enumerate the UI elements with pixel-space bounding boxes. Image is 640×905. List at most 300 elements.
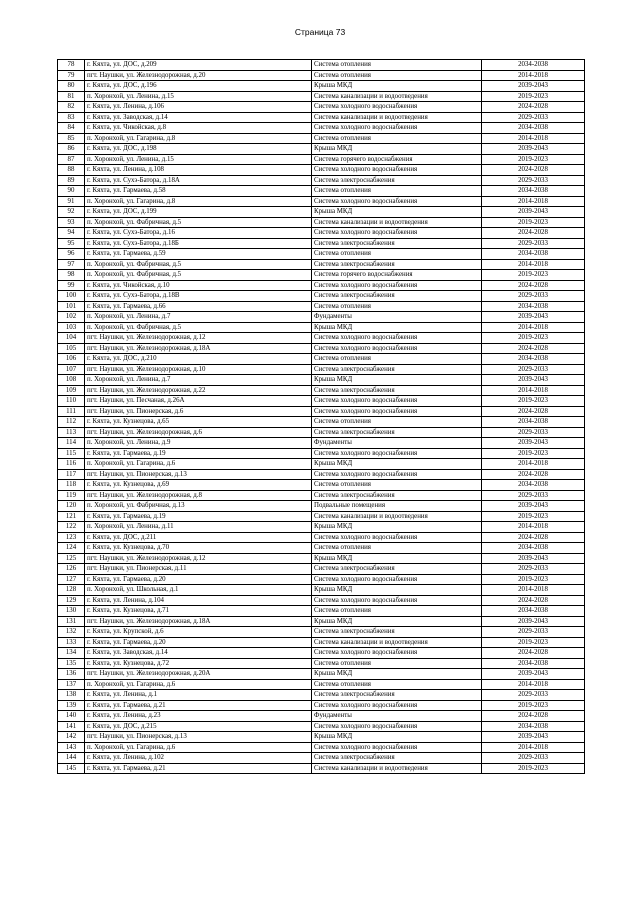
table-row [58,312,585,323]
table-row [58,658,585,669]
system-cell: Система холодного водоснабжения [312,721,482,732]
system-cell: Система отопления [312,70,482,81]
row-number-cell: 132 [58,627,85,638]
system-cell: Система канализации и водоотведения [312,217,482,228]
period-cell: 2029-2033 [482,690,585,701]
period-cell: 2034-2038 [482,417,585,428]
row-number-cell: 82 [58,102,85,113]
row-number-cell: 105 [58,343,85,354]
period-cell: 2039-2043 [482,375,585,386]
period-cell: 2019-2023 [482,511,585,522]
row-number-cell: 85 [58,133,85,144]
system-cell: Крыша МКД [312,375,482,386]
row-number-cell: 87 [58,154,85,165]
table-row [58,490,585,501]
period-cell: 2029-2033 [482,175,585,186]
system-cell: Система холодного водоснабжения [312,280,482,291]
system-cell: Система холодного водоснабжения [312,228,482,239]
table-row [58,112,585,123]
table-row [58,375,585,386]
period-cell: 2029-2033 [482,364,585,375]
system-cell: Крыша МКД [312,669,482,680]
address-cell: п. Хоронхой, ул. Ленина, д.9 [85,438,312,449]
table-row [58,343,585,354]
period-cell: 2024-2028 [482,280,585,291]
system-cell: Система отопления [312,480,482,491]
row-number-cell: 116 [58,459,85,470]
table-row [58,364,585,375]
period-cell: 2019-2023 [482,217,585,228]
address-cell: п. Хоронхой, ул. Гагарина, д.8 [85,196,312,207]
table-row [58,259,585,270]
row-number-cell: 143 [58,742,85,753]
system-cell: Система отопления [312,543,482,554]
address-cell: г. Кяхта, ул. ДОС, д.198 [85,144,312,155]
system-cell: Система отопления [312,417,482,428]
system-cell: Система холодного водоснабжения [312,406,482,417]
system-cell: Система холодного водоснабжения [312,165,482,176]
row-number-cell: 94 [58,228,85,239]
table-row [58,648,585,659]
page-number-header: Страница 73 [294,27,346,37]
period-cell: 2034-2038 [482,606,585,617]
table-row [58,679,585,690]
period-cell: 2014-2018 [482,679,585,690]
row-number-cell: 84 [58,123,85,134]
system-cell: Крыша МКД [312,322,482,333]
system-cell: Система холодного водоснабжения [312,532,482,543]
address-cell: пгт. Наушки, ул. Железнодорожная, д.20А [85,669,312,680]
table-row [58,291,585,302]
system-cell: Система канализации и водоотведения [312,511,482,522]
period-cell: 2029-2033 [482,753,585,764]
address-cell: пгт. Наушки, ул. Железнодорожная, д.20 [85,70,312,81]
row-number-cell: 119 [58,490,85,501]
system-cell: Система холодного водоснабжения [312,448,482,459]
system-cell: Крыша МКД [312,459,482,470]
row-number-cell: 107 [58,364,85,375]
period-cell: 2024-2028 [482,406,585,417]
address-cell: пгт. Наушки, ул. Пионерская, д.6 [85,406,312,417]
period-cell: 2039-2043 [482,144,585,155]
address-cell: г. Кяхта, ул. Гармаева, д.20 [85,574,312,585]
system-cell: Система холодного водоснабжения [312,742,482,753]
system-cell: Крыша МКД [312,144,482,155]
row-number-cell: 114 [58,438,85,449]
table-row [58,721,585,732]
row-number-cell: 113 [58,427,85,438]
system-cell: Система электроснабжения [312,427,482,438]
system-cell: Система горячего водоснабжения [312,270,482,281]
system-cell: Система холодного водоснабжения [312,648,482,659]
address-cell: г. Кяхта, ул. Кузнецова, д.69 [85,480,312,491]
period-cell: 2039-2043 [482,669,585,680]
address-cell: пгт. Наушки, ул. Железнодорожная, д.8 [85,490,312,501]
system-cell: Фундаменты [312,711,482,722]
row-number-cell: 89 [58,175,85,186]
table-row [58,385,585,396]
period-cell: 2014-2018 [482,385,585,396]
period-cell: 2029-2033 [482,427,585,438]
address-cell: г. Кяхта, ул. Ленина, д.106 [85,102,312,113]
address-cell: г. Кяхта, ул. Чикойская, д.10 [85,280,312,291]
table-row [58,606,585,617]
address-cell: г. Кяхта, ул. Сухэ-Батора, д.16 [85,228,312,239]
system-cell: Крыша МКД [312,207,482,218]
system-cell: Система электроснабжения [312,627,482,638]
table-row [58,133,585,144]
system-cell: Система электроснабжения [312,259,482,270]
row-number-cell: 126 [58,564,85,575]
row-number-cell: 130 [58,606,85,617]
system-cell: Система холодного водоснабжения [312,333,482,344]
row-number-cell: 108 [58,375,85,386]
row-number-cell: 104 [58,333,85,344]
period-cell: 2014-2018 [482,322,585,333]
table-row [58,322,585,333]
row-number-cell: 127 [58,574,85,585]
period-cell: 2024-2028 [482,228,585,239]
system-cell: Система отопления [312,133,482,144]
table-row [58,60,585,71]
address-cell: г. Кяхта, ул. Кузнецова, д.71 [85,606,312,617]
period-cell: 2019-2023 [482,763,585,774]
table-row [58,585,585,596]
system-cell: Крыша МКД [312,522,482,533]
address-cell: г. Кяхта, ул. Сухэ-Батора, д.18А [85,175,312,186]
period-cell: 2029-2033 [482,490,585,501]
address-cell: пгт. Наушки, ул. Железнодорожная, д.22 [85,385,312,396]
row-number-cell: 79 [58,70,85,81]
period-cell: 2024-2028 [482,595,585,606]
row-number-cell: 122 [58,522,85,533]
address-cell: г. Кяхта, ул. Ленина, д.23 [85,711,312,722]
address-cell: пгт. Наушки, ул. Железнодорожная, д.12 [85,553,312,564]
address-cell: г. Кяхта, ул. ДОС, д.215 [85,721,312,732]
row-number-cell: 131 [58,616,85,627]
row-number-cell: 78 [58,60,85,71]
system-cell: Система отопления [312,606,482,617]
address-cell: пгт. Наушки, ул. Пионерская, д.13 [85,469,312,480]
period-cell: 2014-2018 [482,196,585,207]
period-cell: 2039-2043 [482,207,585,218]
row-number-cell: 139 [58,700,85,711]
address-cell: г. Кяхта, ул. Сухэ-Батора, д.18Б [85,238,312,249]
period-cell: 2014-2018 [482,70,585,81]
table-row [58,637,585,648]
system-cell: Крыша МКД [312,732,482,743]
period-cell: 2034-2038 [482,721,585,732]
system-cell: Крыша МКД [312,616,482,627]
address-cell: п. Хоронхой, ул. Ленина, д.15 [85,154,312,165]
period-cell: 2034-2038 [482,123,585,134]
table-row [58,406,585,417]
system-cell: Система холодного водоснабжения [312,469,482,480]
system-cell: Система электроснабжения [312,490,482,501]
address-cell: пгт. Наушки, ул. Железнодорожная, д.18А [85,616,312,627]
system-cell: Система холодного водоснабжения [312,396,482,407]
table-row [58,438,585,449]
period-cell: 2024-2028 [482,532,585,543]
system-cell: Система отопления [312,60,482,71]
period-cell: 2034-2038 [482,354,585,365]
period-cell: 2039-2043 [482,501,585,512]
row-number-cell: 121 [58,511,85,522]
table-row [58,574,585,585]
address-cell: г. Кяхта, ул. ДОС, д.199 [85,207,312,218]
period-cell: 2034-2038 [482,301,585,312]
address-cell: г. Кяхта, ул. Кузнецова, д.65 [85,417,312,428]
table-row [58,333,585,344]
system-cell: Система горячего водоснабжения [312,154,482,165]
address-cell: п. Хоронхой, ул. Фабричная, д.5 [85,217,312,228]
table-row [58,249,585,260]
row-number-cell: 135 [58,658,85,669]
table-row [58,301,585,312]
period-cell: 2019-2023 [482,154,585,165]
system-cell: Система электроснабжения [312,690,482,701]
row-number-cell: 96 [58,249,85,260]
period-cell: 2019-2023 [482,333,585,344]
period-cell: 2034-2038 [482,249,585,260]
table-row [58,742,585,753]
system-cell: Фундаменты [312,438,482,449]
table-row [58,532,585,543]
table-row [58,228,585,239]
table-row [58,217,585,228]
row-number-cell: 90 [58,186,85,197]
row-number-cell: 86 [58,144,85,155]
period-cell: 2029-2033 [482,291,585,302]
system-cell: Система отопления [312,658,482,669]
table-row [58,459,585,470]
address-cell: г. Кяхта, ул. Гармаева, д.21 [85,763,312,774]
table-row [58,511,585,522]
address-cell: п. Хоронхой, ул. Фабричная, д.13 [85,501,312,512]
row-number-cell: 91 [58,196,85,207]
period-cell: 2029-2033 [482,112,585,123]
system-cell: Система электроснабжения [312,753,482,764]
address-cell: г. Кяхта, ул. Гармаева, д.66 [85,301,312,312]
address-cell: г. Кяхта, ул. ДОС, д.209 [85,60,312,71]
address-cell: г. Кяхта, ул. Ленина, д.1 [85,690,312,701]
system-cell: Система электроснабжения [312,238,482,249]
address-cell: п. Хоронхой, ул. Ленина, д.15 [85,91,312,102]
table-row [58,427,585,438]
address-cell: п. Хоронхой, ул. Ленина, д.11 [85,522,312,533]
period-cell: 2024-2028 [482,343,585,354]
row-number-cell: 95 [58,238,85,249]
table-row [58,448,585,459]
table-row [58,522,585,533]
table-body [58,60,585,774]
system-cell: Система отопления [312,249,482,260]
period-cell: 2024-2028 [482,711,585,722]
row-number-cell: 136 [58,669,85,680]
system-cell: Система отопления [312,301,482,312]
table-row [58,81,585,92]
address-cell: пгт. Наушки, ул. Железнодорожная, д.10 [85,364,312,375]
address-cell: пгт. Наушки, ул. Пионерская, д.13 [85,732,312,743]
period-cell: 2014-2018 [482,133,585,144]
period-cell: 2019-2023 [482,574,585,585]
address-cell: г. Кяхта, ул. Кузнецова, д.70 [85,543,312,554]
period-cell: 2034-2038 [482,480,585,491]
table-row [58,165,585,176]
period-cell: 2019-2023 [482,700,585,711]
address-cell: п. Хоронхой, ул. Фабричная, д.5 [85,270,312,281]
period-cell: 2014-2018 [482,585,585,596]
address-cell: г. Кяхта, ул. Заводская, д.14 [85,112,312,123]
table-row [58,186,585,197]
system-cell: Подвальные помещения [312,501,482,512]
table-row [58,763,585,774]
address-cell: г. Кяхта, ул. Ленина, д.108 [85,165,312,176]
system-cell: Система электроснабжения [312,364,482,375]
table-row [58,196,585,207]
row-number-cell: 118 [58,480,85,491]
row-number-cell: 92 [58,207,85,218]
address-cell: пгт. Наушки, ул. Железнодорожная, д.6 [85,427,312,438]
table-row [58,564,585,575]
address-cell: г. Кяхта, ул. Заводская, д.14 [85,648,312,659]
period-cell: 2019-2023 [482,637,585,648]
address-cell: г. Кяхта, ул. Ленина, д.104 [85,595,312,606]
period-cell: 2014-2018 [482,459,585,470]
table-row [58,690,585,701]
period-cell: 2029-2033 [482,238,585,249]
address-cell: п. Хоронхой, ул. Фабричная, д.5 [85,322,312,333]
system-cell: Система электроснабжения [312,564,482,575]
row-number-cell: 141 [58,721,85,732]
row-number-cell: 117 [58,469,85,480]
period-cell: 2034-2038 [482,186,585,197]
table-row [58,469,585,480]
row-number-cell: 98 [58,270,85,281]
row-number-cell: 100 [58,291,85,302]
system-cell: Фундаменты [312,312,482,323]
row-number-cell: 83 [58,112,85,123]
system-cell: Система отопления [312,186,482,197]
table-row [58,354,585,365]
address-cell: г. Кяхта, ул. ДОС, д.211 [85,532,312,543]
row-number-cell: 129 [58,595,85,606]
period-cell: 2039-2043 [482,81,585,92]
row-number-cell: 144 [58,753,85,764]
system-cell: Система холодного водоснабжения [312,595,482,606]
row-number-cell: 80 [58,81,85,92]
row-number-cell: 112 [58,417,85,428]
table-row [58,543,585,554]
table-row [58,144,585,155]
period-cell: 2034-2038 [482,658,585,669]
table-row [58,501,585,512]
row-number-cell: 124 [58,543,85,554]
row-number-cell: 99 [58,280,85,291]
system-cell: Система холодного водоснабжения [312,700,482,711]
address-cell: г. Кяхта, ул. Гармаева, д.19 [85,448,312,459]
table-row [58,396,585,407]
row-number-cell: 125 [58,553,85,564]
row-number-cell: 102 [58,312,85,323]
row-number-cell: 109 [58,385,85,396]
table-row [58,207,585,218]
table-row [58,711,585,722]
address-cell: п. Хоронхой, ул. Ленина, д.7 [85,312,312,323]
address-cell: г. Кяхта, ул. Гармаева, д.58 [85,186,312,197]
row-number-cell: 137 [58,679,85,690]
row-number-cell: 103 [58,322,85,333]
system-cell: Система холодного водоснабжения [312,574,482,585]
address-cell: г. Кяхта, ул. ДОС, д.210 [85,354,312,365]
address-cell: г. Кяхта, ул. Чикойская, д.8 [85,123,312,134]
system-cell: Система холодного водоснабжения [312,123,482,134]
period-cell: 2014-2018 [482,742,585,753]
table-row [58,154,585,165]
system-cell: Система холодного водоснабжения [312,196,482,207]
period-cell: 2039-2043 [482,312,585,323]
row-number-cell: 123 [58,532,85,543]
period-cell: 2029-2033 [482,564,585,575]
period-cell: 2039-2043 [482,616,585,627]
table-row [58,732,585,743]
period-cell: 2019-2023 [482,91,585,102]
table-row [58,102,585,113]
row-number-cell: 115 [58,448,85,459]
system-cell: Система холодного водоснабжения [312,343,482,354]
address-cell: г. Кяхта, ул. ДОС, д.196 [85,81,312,92]
period-cell: 2019-2023 [482,270,585,281]
table-row [58,175,585,186]
table-row [58,417,585,428]
period-cell: 2019-2023 [482,396,585,407]
period-cell: 2029-2033 [482,627,585,638]
system-cell: Крыша МКД [312,553,482,564]
system-cell: Система канализации и водоотведения [312,112,482,123]
system-cell: Система электроснабжения [312,291,482,302]
row-number-cell: 97 [58,259,85,270]
row-number-cell: 133 [58,637,85,648]
table-row [58,669,585,680]
system-cell: Система канализации и водоотведения [312,763,482,774]
table-row [58,91,585,102]
row-number-cell: 93 [58,217,85,228]
address-cell: г. Кяхта, ул. Крупской, д.6 [85,627,312,638]
table-row [58,480,585,491]
repair-schedule-table [57,59,585,774]
period-cell: 2034-2038 [482,543,585,554]
row-number-cell: 138 [58,690,85,701]
row-number-cell: 111 [58,406,85,417]
period-cell: 2019-2023 [482,448,585,459]
address-cell: пгт. Наушки, ул. Пионерская, д.11 [85,564,312,575]
address-cell: п. Хоронхой, ул. Гагарина, д.6 [85,679,312,690]
period-cell: 2024-2028 [482,648,585,659]
period-cell: 2014-2018 [482,259,585,270]
table-row [58,553,585,564]
period-cell: 2024-2028 [482,469,585,480]
system-cell: Система электроснабжения [312,175,482,186]
period-cell: 2024-2028 [482,102,585,113]
table-row [58,270,585,281]
address-cell: пгт. Наушки, ул. Железнодорожная, д.12 [85,333,312,344]
period-cell: 2039-2043 [482,732,585,743]
address-cell: пгт. Наушки, ул. Железнодорожная, д.18А [85,343,312,354]
system-cell: Крыша МКД [312,81,482,92]
row-number-cell: 101 [58,301,85,312]
row-number-cell: 145 [58,763,85,774]
address-cell: п. Хоронхой, ул. Гагарина, д.6 [85,459,312,470]
